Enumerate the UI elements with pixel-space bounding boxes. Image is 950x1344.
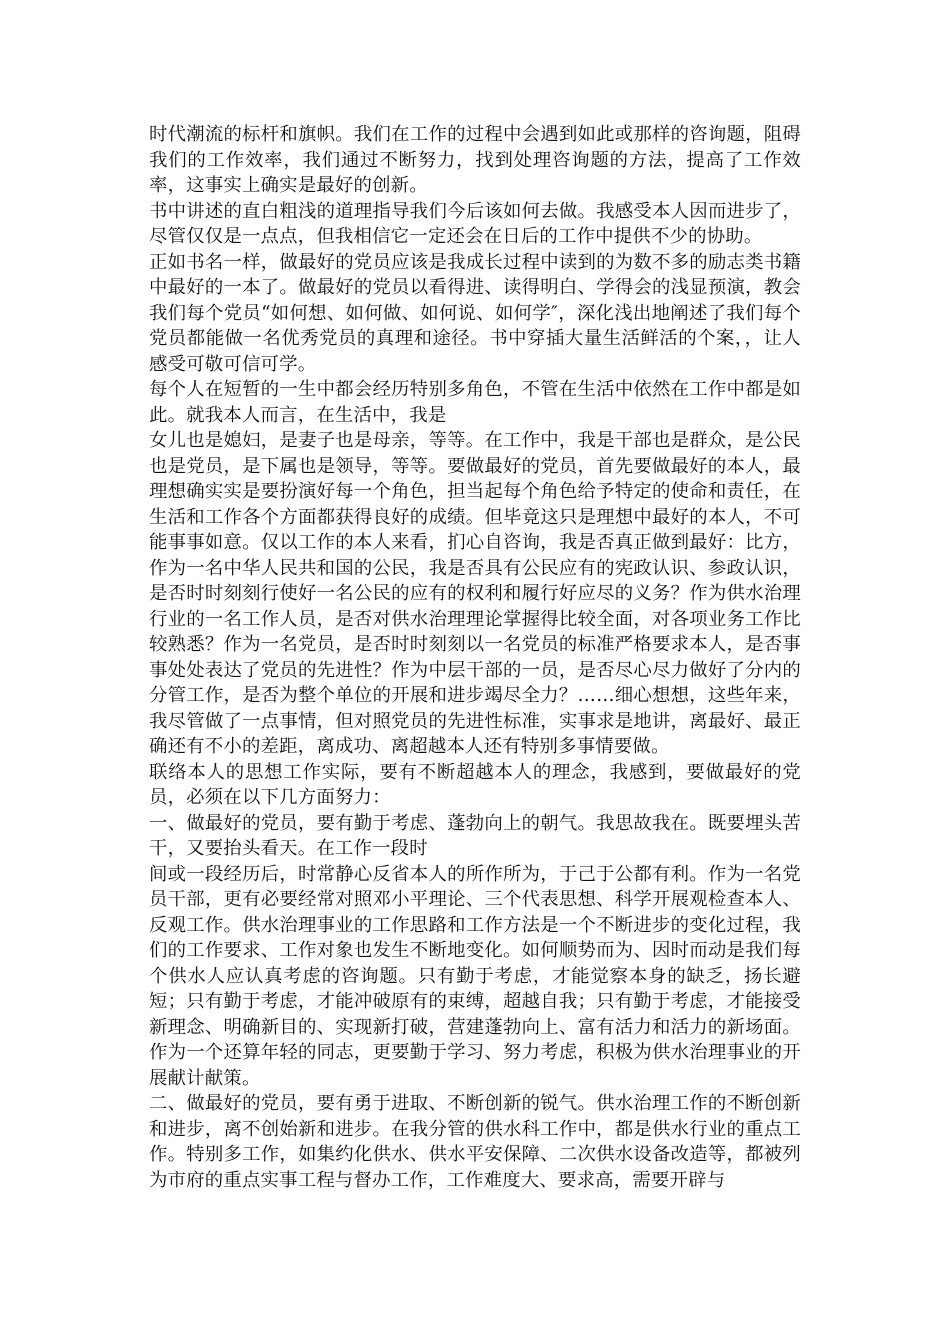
- document-body: [149, 122, 801, 1193]
- paragraph-4: 每个人在短暂的一生中都会经历特别多角色，不管在生活中依然在工作中都是如此。就我本人而言，在生活中，我是: [149, 379, 801, 426]
- paragraph-1: 时代潮流的标杆和旗帜。我们在工作的过程中会遇到如此或那样的咨询题，阻碍我们的工作效率，我们通过不断努力，找到处理咨询题的方法，提高了工作效率，这事实上确实是最好的创新。: [149, 124, 801, 196]
- paragraph-7: 一、做最好的党员，要有勤于考虑、蓬勃向上的朝气。我思故我在。既要埋头苦干，又要抬头看天。在工作一段时: [149, 812, 801, 859]
- paragraph-6: 联络本人的思想工作实际，要有不断超越本人的理念，我感到，要做最好的党员，必须在以下几方面努力：: [149, 761, 801, 808]
- paragraph-9: 二、做最好的党员，要有勇于进取、不断创新的锐气。供水治理工作的不断创新和进步，离不创始新和进步。在我分管的供水科工作中，都是供水行业的重点工作。特别多工作，如集约化供水、供水平安保障、二次供水设备改造等，都被列为市府的重点实事工程与督办工作，工作难度大、要求高，需要开辟与: [149, 1093, 801, 1191]
- paragraph-3: 正如书名一样，做最好的党员应该是我成长过程中读到的为数不多的励志类书籍中最好的一本了。做最好的党员以看得进、读得明白、学得会的浅显预演，教会我们每个党员“如何想、如何做、如何说、如何学″，深化浅出地阐述了我们每个党员都能做一名优秀党员的真理和途径。书中穿插大量生活鲜活的个案，，让人感受可敬可信可学。: [149, 251, 801, 375]
- paragraph-5: 女儿也是媳妇，是妻子也是母亲，等等。在工作中，我是干部也是群众，是公民也是党员，是下属也是领导，等等。要做最好的党员，首先要做最好的本人，最理想确实实是要扮演好每一个角色，担当起每个角色给予特定的使命和责任，在生活和工作各个方面都获得良好的成绩。但毕竟这只是理想中最好的本人，不可能事事如意。仅以工作的本人来看，扪心自咨询，我是否真正做到最好：比方，作为一名中华人民共和国的公民，我是否具有公民应有的宪政认识、参政认识，是否时时刻刻行使好一名公民的应有的权利和履行好应尽的义务？作为供水治理行业的一名工作人员，是否对供水治理理论掌握得比较全面，对各项业务工作比较熟悉？作为一名党员，是否时时刻刻以一名党员的标准严格要求本人，是否事事处处表达了党员的先进性？作为中层干部的一员，是否尽心尽力做好了分内的分管工作，是否为整个单位的开展和进步竭尽全力？……细心想想，这些年来，我尽管做了一点事情，但对照党员的先进性标准，实事求是地讲，离最好、最正确还有不小的差距，离成功、离超越本人还有特别多事情要做。: [149, 430, 801, 757]
- paragraph-2: 书中讲述的直白粗浅的道理指导我们今后该如何去做。我感受本人因而进步了，尽管仅仅是一点点，但我相信它一定还会在日后的工作中提供不少的协助。: [149, 200, 801, 247]
- paragraph-8: 间或一段经历后，时常静心反省本人的所作所为，于己于公都有利。作为一名党员干部，更有必要经常对照邓小平理论、三个代表思想、科学开展观检查本人、反观工作。供水治理事业的工作思路和工作方法是一个不断进步的变化过程，我们的工作要求、工作对象也发生不断地变化。如何顺势而为、因时而动是我们每个供水人应认真考虑的咨询题。只有勤于考虑，才能觉察本身的缺乏，扬长避短；只有勤于考虑，才能冲破原有的束缚，超越自我；只有勤于考虑，才能接受新理念、明确新目的、实现新打破，营建蓬勃向上、富有活力和活力的新场面。作为一个还算年轻的同志，更要勤于学习、努力考虑，积极为供水治理事业的开展献计献策。: [149, 863, 801, 1089]
